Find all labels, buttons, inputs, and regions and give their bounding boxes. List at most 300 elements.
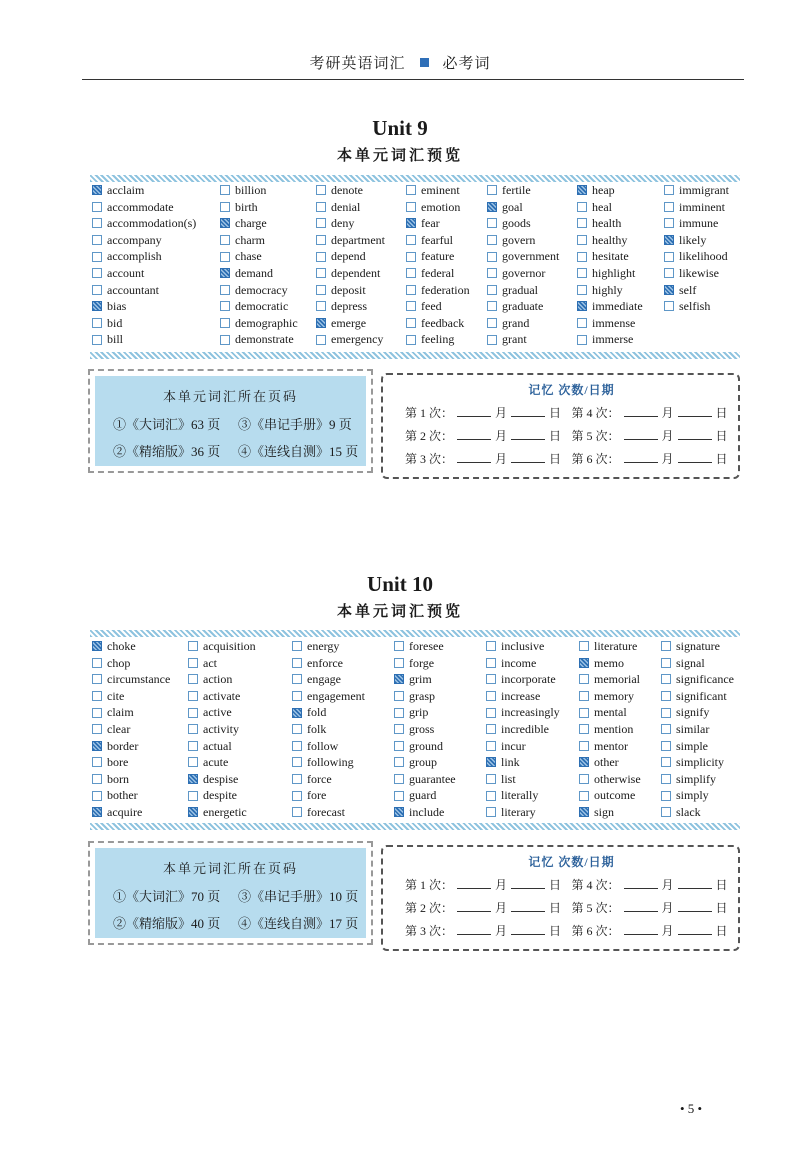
word-label: incorporate (501, 672, 556, 687)
checkbox[interactable] (394, 807, 404, 817)
checkbox[interactable] (92, 774, 102, 784)
memory-label: 第 2 次： (405, 901, 454, 915)
date-blank-field[interactable] (678, 924, 712, 935)
date-blank-field[interactable] (511, 406, 545, 417)
pages-ref: ③《串记手册》10 页 (238, 889, 359, 904)
checkbox[interactable] (292, 658, 302, 668)
date-blank-field[interactable] (511, 452, 545, 463)
checkbox[interactable] (92, 252, 102, 262)
checkbox[interactable] (406, 235, 416, 245)
checkbox[interactable] (579, 741, 589, 751)
word-item (661, 721, 751, 738)
word-label: simplify (676, 771, 717, 786)
checkbox[interactable] (92, 724, 102, 734)
unit-9-memory-box (381, 373, 740, 479)
checkbox[interactable] (579, 708, 589, 718)
checkbox[interactable] (220, 268, 230, 278)
checkbox[interactable] (188, 724, 198, 734)
checkbox[interactable] (661, 791, 671, 801)
word-item (292, 787, 394, 804)
word-item (394, 787, 486, 804)
word-item (92, 282, 220, 299)
checkbox[interactable] (577, 268, 587, 278)
date-blank-field[interactable] (624, 924, 658, 935)
checkbox[interactable] (92, 268, 102, 278)
date-blank-field[interactable] (678, 429, 712, 440)
checkbox[interactable] (577, 218, 587, 228)
word-label: grand (502, 315, 530, 330)
checkbox[interactable] (188, 674, 198, 684)
word-label: inclusive (501, 639, 545, 653)
word-item (394, 704, 486, 721)
word-item (664, 282, 744, 299)
checkbox[interactable] (220, 301, 230, 311)
checkbox[interactable] (220, 218, 230, 228)
word-label: heap (592, 183, 615, 197)
checkbox[interactable] (486, 807, 496, 817)
checkbox[interactable] (661, 724, 671, 734)
word-item (661, 787, 751, 804)
checkbox[interactable] (487, 285, 497, 295)
checkbox[interactable] (577, 185, 587, 195)
checkbox[interactable] (188, 658, 198, 668)
checkbox[interactable] (92, 218, 102, 228)
memory-entry (572, 427, 739, 444)
checkbox[interactable] (486, 674, 496, 684)
unit-subtitle: 本单元词汇预览 (336, 604, 463, 620)
memory-row (405, 427, 738, 444)
checkbox[interactable] (579, 774, 589, 784)
date-blank-field[interactable] (511, 878, 545, 889)
checkbox[interactable] (406, 218, 416, 228)
checkbox[interactable] (316, 202, 326, 212)
checkbox[interactable] (664, 268, 674, 278)
checkbox[interactable] (406, 318, 416, 328)
word-label: increasingly (501, 705, 560, 720)
memory-label: 第 4 次： (571, 878, 620, 892)
checkbox[interactable] (394, 708, 404, 718)
checkbox[interactable] (220, 202, 230, 212)
checkbox[interactable] (579, 691, 589, 701)
checkbox[interactable] (664, 202, 674, 212)
word-item (316, 199, 406, 216)
checkbox[interactable] (316, 252, 326, 262)
unit-9-heading (0, 116, 800, 165)
word-item (220, 331, 316, 348)
checkbox[interactable] (486, 708, 496, 718)
word-label: heal (592, 199, 612, 214)
checkbox[interactable] (220, 185, 230, 195)
word-label: democratic (235, 299, 289, 314)
checkbox[interactable] (577, 318, 587, 328)
checkbox[interactable] (487, 335, 497, 345)
word-item (394, 688, 486, 705)
memory-entry (572, 404, 739, 421)
checkbox[interactable] (661, 691, 671, 701)
checkbox[interactable] (664, 252, 674, 262)
word-label: force (307, 771, 332, 786)
word-item (394, 655, 486, 672)
word-label: accomplish (107, 249, 162, 264)
checkbox[interactable] (394, 741, 404, 751)
memory-label: 日 (715, 924, 728, 938)
checkbox[interactable] (92, 807, 102, 817)
checkbox[interactable] (661, 741, 671, 751)
checkbox[interactable] (487, 185, 497, 195)
word-label: highly (592, 282, 623, 297)
checkbox[interactable] (188, 691, 198, 701)
date-blank-field[interactable] (624, 878, 658, 889)
word-label: self (679, 282, 697, 297)
date-blank-field[interactable] (624, 901, 658, 912)
date-blank-field[interactable] (457, 878, 491, 889)
checkbox[interactable] (664, 218, 674, 228)
checkbox[interactable] (316, 185, 326, 195)
word-item (579, 655, 661, 672)
date-blank-field[interactable] (511, 429, 545, 440)
word-item (661, 704, 751, 721)
checkbox[interactable] (292, 791, 302, 801)
checkbox[interactable] (579, 724, 589, 734)
checkbox[interactable] (487, 301, 497, 311)
word-label: government (502, 249, 560, 264)
checkbox[interactable] (316, 301, 326, 311)
checkbox[interactable] (664, 185, 674, 195)
checkbox[interactable] (406, 252, 416, 262)
date-blank-field[interactable] (457, 924, 491, 935)
checkbox[interactable] (577, 202, 587, 212)
memory-label: 月 (661, 452, 674, 466)
checkbox[interactable] (92, 335, 102, 345)
checkbox[interactable] (664, 285, 674, 295)
word-label: increase (501, 688, 541, 703)
word-item (220, 315, 316, 332)
checkbox[interactable] (92, 658, 102, 668)
checkbox[interactable] (316, 335, 326, 345)
checkbox[interactable] (577, 335, 587, 345)
date-blank-field[interactable] (678, 901, 712, 912)
date-blank-field[interactable] (457, 901, 491, 912)
word-label: goods (502, 216, 531, 231)
checkbox[interactable] (394, 674, 404, 684)
pages-ref: ②《精缩版》40 页 (113, 916, 221, 931)
checkbox[interactable] (487, 252, 497, 262)
checkbox[interactable] (486, 691, 496, 701)
word-label: follow (307, 738, 339, 753)
word-label: act (203, 655, 217, 670)
word-item (188, 787, 292, 804)
word-item (486, 655, 579, 672)
word-item (316, 298, 406, 315)
checkbox[interactable] (487, 318, 497, 328)
checkbox[interactable] (579, 641, 589, 651)
unit-10-memory-box (381, 845, 740, 951)
checkbox[interactable] (487, 202, 497, 212)
word-label: literary (501, 804, 536, 819)
date-blank-field[interactable] (457, 452, 491, 463)
word-item (579, 704, 661, 721)
memory-label: 第 1 次： (405, 406, 454, 420)
checkbox[interactable] (486, 724, 496, 734)
word-item (406, 331, 487, 348)
divider-band (90, 823, 740, 830)
word-label: accommodate (107, 199, 174, 214)
word-label: hesitate (592, 249, 629, 264)
checkbox[interactable] (486, 658, 496, 668)
word-label: health (592, 216, 622, 231)
checkbox[interactable] (661, 658, 671, 668)
word-item (664, 232, 744, 249)
word-item (579, 754, 661, 771)
checkbox[interactable] (292, 774, 302, 784)
word-item (664, 199, 744, 216)
memory-label: 月 (661, 924, 674, 938)
memory-label: 月 (661, 878, 674, 892)
checkbox[interactable] (394, 691, 404, 701)
checkbox[interactable] (661, 674, 671, 684)
word-item (661, 804, 751, 821)
word-label: acquire (107, 804, 143, 819)
checkbox[interactable] (220, 235, 230, 245)
word-label: forge (409, 655, 435, 670)
word-item (188, 804, 292, 821)
word-label: chase (235, 249, 262, 264)
memory-title: 记忆 次数/日期 (528, 383, 615, 397)
checkbox[interactable] (664, 301, 674, 311)
checkbox[interactable] (406, 268, 416, 278)
date-blank-field[interactable] (511, 901, 545, 912)
word-item (292, 721, 394, 738)
word-label: goal (502, 199, 523, 214)
checkbox[interactable] (188, 708, 198, 718)
checkbox[interactable] (92, 235, 102, 245)
checkbox[interactable] (92, 185, 102, 195)
date-blank-field[interactable] (678, 406, 712, 417)
memory-label: 日 (715, 901, 728, 915)
checkbox[interactable] (406, 301, 416, 311)
word-item (486, 688, 579, 705)
word-item (188, 655, 292, 672)
checkbox[interactable] (486, 774, 496, 784)
word-label: immune (679, 216, 719, 231)
checkbox[interactable] (292, 757, 302, 767)
word-item (220, 215, 316, 232)
checkbox[interactable] (92, 674, 102, 684)
checkbox[interactable] (92, 285, 102, 295)
date-blank-field[interactable] (457, 406, 491, 417)
word-label: memorial (594, 672, 640, 687)
divider-band (90, 352, 740, 359)
word-label: selfish (679, 299, 711, 314)
word-label: eminent (421, 183, 460, 197)
checkbox[interactable] (188, 757, 198, 767)
word-item (487, 232, 577, 249)
word-item (579, 787, 661, 804)
checkbox[interactable] (92, 641, 102, 651)
checkbox[interactable] (577, 252, 587, 262)
checkbox[interactable] (579, 807, 589, 817)
word-label: fertile (502, 183, 531, 197)
word-item (579, 671, 661, 688)
checkbox[interactable] (486, 791, 496, 801)
word-column (394, 638, 486, 821)
checkbox[interactable] (394, 658, 404, 668)
date-blank-field[interactable] (624, 452, 658, 463)
word-label: foresee (409, 639, 444, 653)
word-item (316, 331, 406, 348)
word-label: emergency (331, 332, 384, 347)
word-label: denial (331, 199, 361, 214)
checkbox[interactable] (188, 774, 198, 784)
checkbox[interactable] (92, 301, 102, 311)
checkbox[interactable] (316, 218, 326, 228)
checkbox[interactable] (92, 202, 102, 212)
checkbox[interactable] (220, 285, 230, 295)
checkbox[interactable] (188, 791, 198, 801)
word-item (577, 248, 664, 265)
word-item (92, 199, 220, 216)
checkbox[interactable] (661, 708, 671, 718)
checkbox[interactable] (661, 807, 671, 817)
word-item (92, 248, 220, 265)
checkbox[interactable] (316, 235, 326, 245)
checkbox[interactable] (487, 235, 497, 245)
word-label: signify (676, 705, 710, 720)
checkbox[interactable] (394, 774, 404, 784)
checkbox[interactable] (394, 641, 404, 651)
word-label: accommodation(s) (107, 216, 197, 231)
memory-entry (572, 450, 739, 467)
word-label: actual (203, 738, 232, 753)
checkbox[interactable] (406, 285, 416, 295)
word-item (316, 315, 406, 332)
checkbox[interactable] (394, 724, 404, 734)
checkbox[interactable] (92, 757, 102, 767)
word-label: folk (307, 721, 327, 736)
memory-row (405, 450, 738, 467)
word-label: fear (421, 216, 440, 231)
checkbox[interactable] (92, 791, 102, 801)
checkbox[interactable] (292, 708, 302, 718)
checkbox[interactable] (661, 641, 671, 651)
word-item (92, 265, 220, 282)
word-column (92, 182, 220, 348)
checkbox[interactable] (92, 708, 102, 718)
checkbox[interactable] (394, 757, 404, 767)
checkbox[interactable] (220, 335, 230, 345)
checkbox[interactable] (292, 691, 302, 701)
checkbox[interactable] (292, 641, 302, 651)
checkbox[interactable] (316, 318, 326, 328)
word-item (486, 721, 579, 738)
checkbox[interactable] (664, 235, 674, 245)
checkbox[interactable] (92, 318, 102, 328)
checkbox[interactable] (579, 791, 589, 801)
date-blank-field[interactable] (457, 429, 491, 440)
pages-ref: ④《连线自测》17 页 (238, 916, 359, 931)
checkbox[interactable] (316, 285, 326, 295)
pages-ref: ①《大词汇》63 页 (113, 417, 221, 432)
checkbox[interactable] (579, 674, 589, 684)
word-label: deny (331, 216, 355, 231)
unit-subtitle: 本单元词汇预览 (336, 148, 463, 164)
word-label: highlight (592, 265, 636, 280)
checkbox[interactable] (579, 658, 589, 668)
checkbox[interactable] (188, 807, 198, 817)
date-blank-field[interactable] (511, 924, 545, 935)
word-label: feature (421, 249, 455, 264)
word-item (487, 298, 577, 315)
checkbox[interactable] (486, 641, 496, 651)
word-label: action (203, 672, 233, 687)
memory-label: 月 (495, 429, 508, 443)
checkbox[interactable] (92, 691, 102, 701)
checkbox[interactable] (487, 268, 497, 278)
checkbox[interactable] (486, 757, 496, 767)
checkbox[interactable] (661, 757, 671, 767)
checkbox[interactable] (394, 791, 404, 801)
checkbox[interactable] (292, 674, 302, 684)
date-blank-field[interactable] (678, 878, 712, 889)
checkbox[interactable] (188, 641, 198, 651)
word-item (394, 738, 486, 755)
checkbox[interactable] (220, 318, 230, 328)
word-item (292, 655, 394, 672)
checkbox[interactable] (292, 741, 302, 751)
word-item (92, 771, 188, 788)
memory-label: 日 (715, 452, 728, 466)
word-item (92, 331, 220, 348)
word-label: activate (203, 688, 241, 703)
checkbox[interactable] (487, 218, 497, 228)
memory-label: 第 5 次： (571, 901, 620, 915)
word-item (92, 738, 188, 755)
checkbox[interactable] (92, 741, 102, 751)
checkbox[interactable] (661, 774, 671, 784)
checkbox[interactable] (406, 335, 416, 345)
checkbox[interactable] (316, 268, 326, 278)
word-label: account (107, 265, 145, 280)
memory-label: 月 (661, 406, 674, 420)
word-label: claim (107, 705, 134, 720)
word-item (220, 182, 316, 199)
word-label: simple (676, 738, 708, 753)
checkbox[interactable] (188, 741, 198, 751)
date-blank-field[interactable] (624, 406, 658, 417)
checkbox[interactable] (577, 301, 587, 311)
checkbox[interactable] (220, 252, 230, 262)
date-blank-field[interactable] (624, 429, 658, 440)
word-item (577, 215, 664, 232)
word-column (292, 638, 394, 821)
memory-label: 日 (549, 901, 562, 915)
header-left: 考研英语词汇 (309, 56, 406, 72)
word-item (406, 298, 487, 315)
word-item (577, 331, 664, 348)
checkbox[interactable] (486, 741, 496, 751)
word-item (487, 282, 577, 299)
date-blank-field[interactable] (678, 452, 712, 463)
checkbox[interactable] (292, 807, 302, 817)
checkbox[interactable] (577, 285, 587, 295)
checkbox[interactable] (406, 202, 416, 212)
checkbox[interactable] (406, 185, 416, 195)
word-item (220, 199, 316, 216)
word-label: grant (502, 332, 527, 347)
checkbox[interactable] (577, 235, 587, 245)
checkbox[interactable] (292, 724, 302, 734)
checkbox[interactable] (579, 757, 589, 767)
